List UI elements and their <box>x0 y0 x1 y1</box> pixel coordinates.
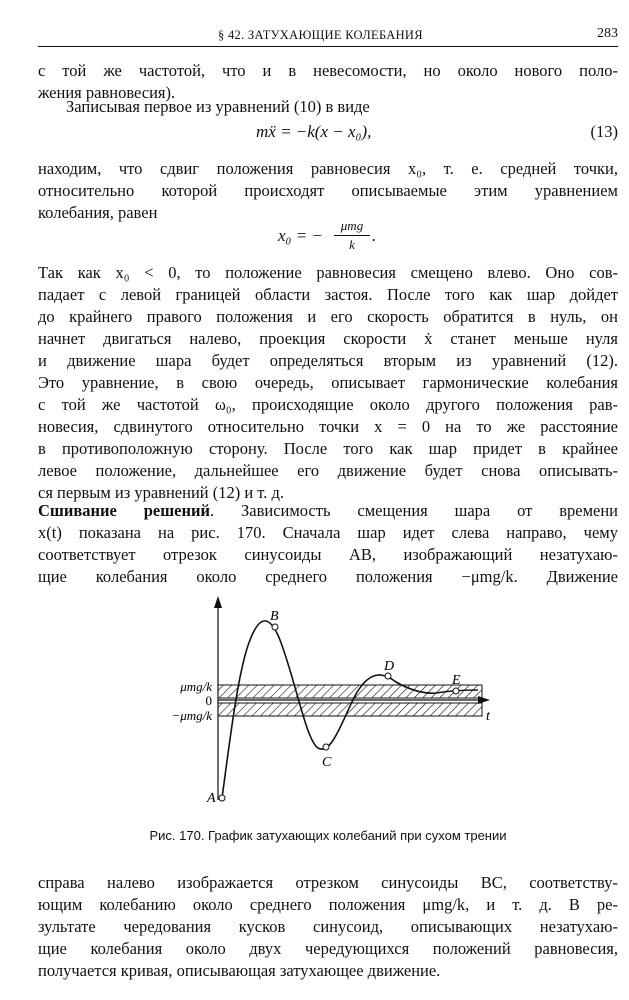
text-line: до крайнего правого положения и его скорость обратится в нуль, он <box>38 307 618 326</box>
y-arrow-icon <box>214 596 222 608</box>
fraction-numerator: μmg <box>340 218 364 233</box>
text-line: левое положение, дальнейшее его движение будет снова описывать- <box>38 461 618 480</box>
label-upper-level: μmg/k <box>180 679 212 694</box>
fraction-bar <box>334 235 370 236</box>
text-line: колебания, равен <box>38 203 158 222</box>
text-line: соответствует отрезок синусоиды AB, изображающий незатухаю- <box>38 545 618 564</box>
point-A <box>219 795 225 801</box>
fraction-denominator: k <box>349 237 355 252</box>
text-line: щие колебания около двух чередующихся положений равновесия, <box>38 939 618 958</box>
section-title: § 42. ЗАТУХАЮЩИЕ КОЛЕБАНИЯ <box>218 28 423 42</box>
text-line: относительно которой происходят описываемые этим уравнением <box>38 181 618 200</box>
point-E <box>453 688 459 694</box>
text-line: с той же частотой ω₀, происходящие около другого положения рав- <box>38 395 618 414</box>
text-line: зультате чередования кусков синусоид, описывающих незатухаю- <box>38 917 618 936</box>
label-C: C <box>322 755 332 770</box>
running-header <box>38 24 618 46</box>
label-E: E <box>452 673 461 688</box>
text-line: новесия, сдвинутого относительно точки x = 0 на то же расстояние <box>38 417 618 436</box>
text-line: с той же частотой, что и в невесомости, но около нового поло- <box>38 61 618 80</box>
text-line: справа налево изображается отрезком синусоиды BC, соответству- <box>38 873 618 892</box>
bold-lead: Сшивание решений <box>38 501 210 520</box>
point-B <box>272 624 278 630</box>
label-lower-level: −μmg/k <box>171 708 212 723</box>
text-line: Это уравнение, в свою очередь, описывает гармонические колебания <box>38 373 618 392</box>
equation-number: (13) <box>590 122 618 141</box>
text-line: получается кривая, описывающая затухающее движение. <box>38 961 441 980</box>
text-span: . Зависимость смещения шара от времени <box>210 501 619 520</box>
t-arrow-icon <box>478 696 490 704</box>
page-number: 283 <box>597 26 618 41</box>
text-line: ющим колебанию около среднего положения μmg/k, и т. д. В ре- <box>38 895 618 914</box>
header-rule <box>38 46 618 47</box>
equation-x0-lhs: x₀ = − <box>278 226 323 245</box>
text-line: в противоположную сторону. После того как шар придет в крайнее <box>38 439 618 458</box>
text-line: Записывая первое из уравнений (10) в виде <box>66 97 370 116</box>
text-line: жения равновесия). <box>38 83 176 102</box>
text-line: щие колебания около среднего положения −μmg/k. Движение <box>38 567 618 586</box>
label-zero: 0 <box>205 693 212 708</box>
point-C <box>323 744 329 750</box>
figure-caption: Рис. 170. График затухающих колебаний при сухом трении <box>149 828 507 843</box>
text-line: и движение шара будет определяться вторым из уравнений (12). <box>38 351 618 370</box>
text-line: начнет двигаться налево, проекция скорости ẋ станет меньше нуля <box>38 329 618 348</box>
equation-x0-tail: . <box>372 226 377 245</box>
fraction <box>334 218 370 253</box>
text-line <box>38 500 618 522</box>
text-line: падает с левой границей области застоя. После того как шар дойдет <box>38 285 618 304</box>
text-line: ся первым из уравнений (12) и т. д. <box>38 483 285 502</box>
label-D: D <box>384 659 395 674</box>
equation-13: mẍ = −k(x − x₀), <box>256 122 372 141</box>
figure-170 <box>38 590 618 810</box>
label-B: B <box>270 609 279 624</box>
label-t: t <box>486 709 490 724</box>
text-line: Так как x₀ < 0, то положение равновесия смещено влево. Оно сов- <box>38 263 618 282</box>
text-line: x(t) показана на рис. 170. Сначала шар идет слева направо, чему <box>38 523 618 542</box>
label-A: A <box>207 791 216 806</box>
text-line: находим, что сдвиг положения равновесия x₀, т. е. средней точки, <box>38 159 618 178</box>
